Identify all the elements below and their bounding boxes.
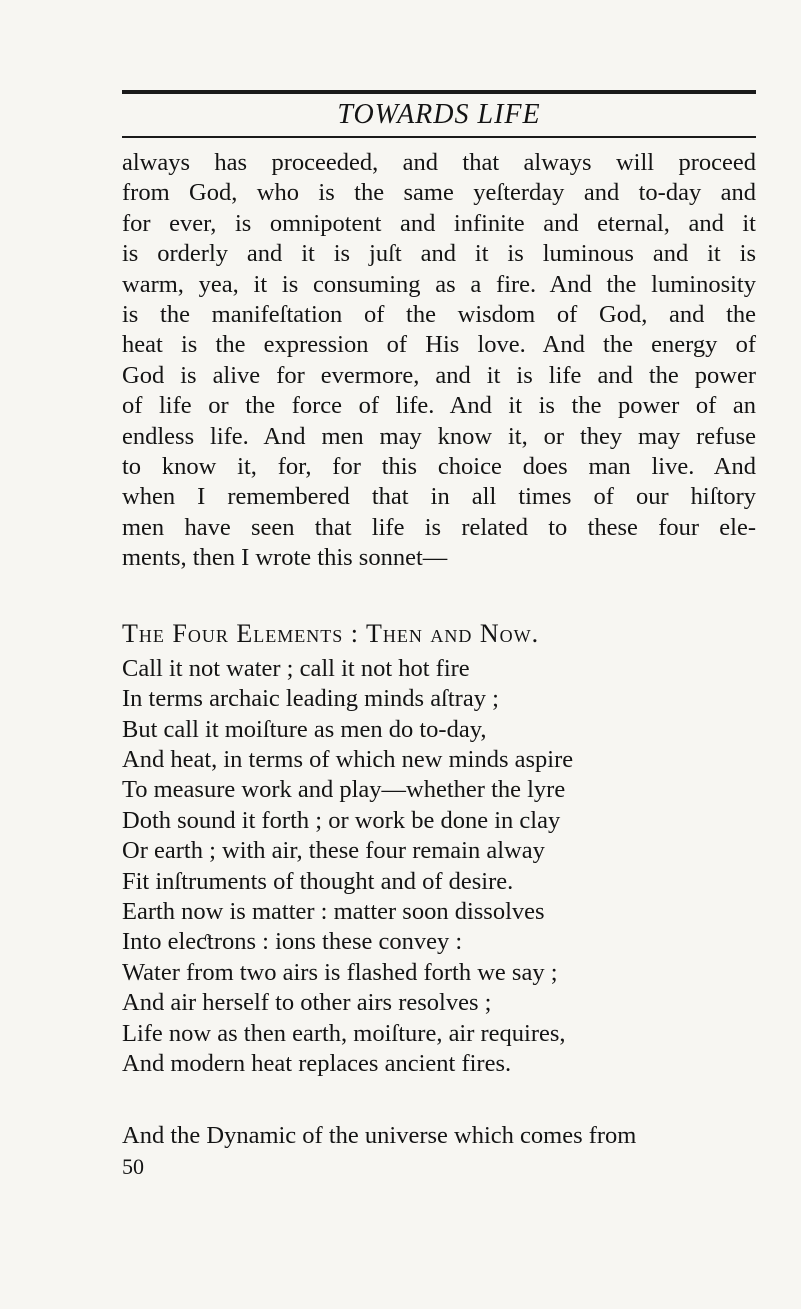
running-head: TOWARDS LIFE — [337, 99, 541, 130]
closing-paragraph — [122, 1121, 756, 1151]
prose-line: always has proceeded, and that always will proceed — [122, 149, 756, 176]
page-number: 50 — [122, 1153, 144, 1179]
sonnet-line: Call it not water ; call it not hot fire — [122, 654, 470, 682]
sonnet-line: Doth sound it forth ; or work be done in clay — [122, 806, 561, 834]
header-rule-top — [122, 90, 756, 94]
prose-line: God is alive for evermore, and it is life and the power — [122, 361, 756, 389]
sonnet-line: In terms archaic leading minds aſtray ; — [122, 685, 499, 713]
sonnet-line: Water from two airs is flashed forth we say ; — [122, 958, 558, 986]
sonnet-line: Earth now is matter : matter soon dissolves — [122, 897, 545, 925]
sonnet-line: Fit inſtruments of thought and of desire. — [122, 867, 514, 895]
prose-line: men have seen that life is related to these four ele- — [122, 513, 756, 541]
header-rule-bottom — [122, 136, 756, 138]
prose-line: to know it, for, for this choice does man live. And — [122, 453, 756, 481]
sonnet-line: And heat, in terms of which new minds aspire — [122, 745, 574, 773]
prose-line: when I remembered that in all times of our hiſtory — [122, 483, 756, 511]
prose-line: from God, who is the same yeſterday and to-day and — [122, 179, 756, 207]
prose-line: of life or the force of life. And it is the power of an — [122, 392, 756, 420]
sonnet-line: To measure work and play—whether the lyre — [122, 776, 566, 804]
prose-line: endless life. And men may know it, or they may refuse — [122, 422, 756, 450]
prose-line: ments, then I wrote this sonnet— — [122, 544, 448, 572]
prose-line: is the manifeſtation of the wisdom of God, and the — [122, 301, 756, 329]
prose-paragraph — [122, 148, 756, 574]
sonnet-line: But call it moiſture as men do to-day, — [122, 715, 487, 743]
prose-line: heat is the expression of His love. And the energy of — [122, 331, 756, 359]
closing-line: And the Dynamic of the universe which comes from — [122, 1122, 637, 1150]
book-page — [122, 90, 756, 1180]
sonnet-line: Into eleƈtrons : ions these convey : — [122, 928, 463, 956]
sonnet-line: And modern heat replaces ancient fires. — [122, 1049, 512, 1077]
sonnet-line: Life now as then earth, moiſture, air requires, — [122, 1019, 566, 1047]
sonnet-title: The Four Elements : Then and Now. — [122, 618, 540, 648]
prose-line: warm, yea, it is consuming as a fire. And the luminosity — [122, 270, 756, 298]
prose-line: is orderly and it is juſt and it is luminous and it is — [122, 240, 756, 268]
sonnet-line: Or earth ; with air, these four remain alway — [122, 837, 545, 865]
sonnet — [122, 654, 756, 1080]
prose-line: for ever, is omnipotent and infinite and eternal, and it — [122, 209, 756, 237]
sonnet-line: And air herself to other airs resolves ; — [122, 989, 492, 1017]
